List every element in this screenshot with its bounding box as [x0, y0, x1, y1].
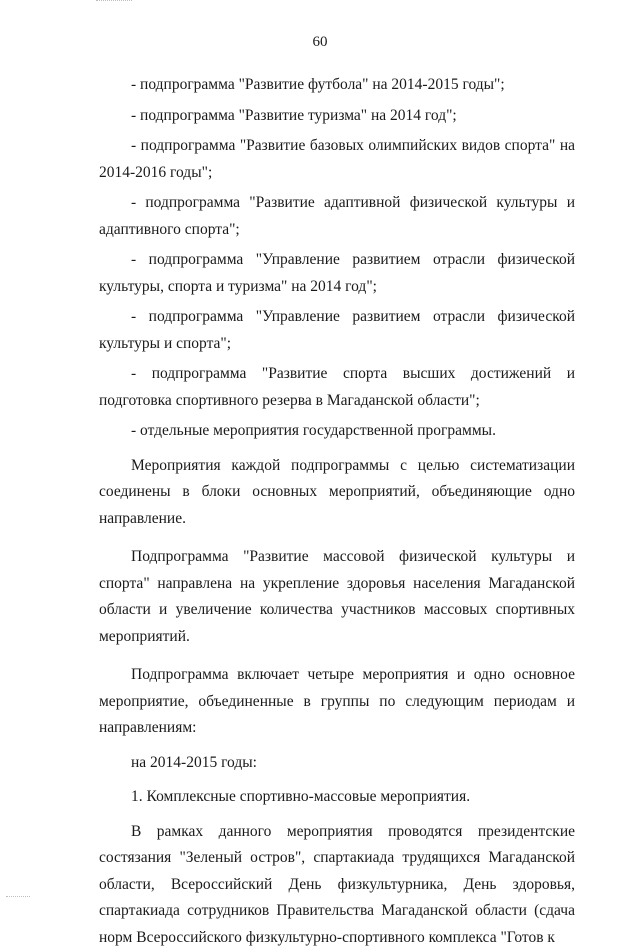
section-heading: 1. Комплексные спортивно-массовые мероприятия.: [99, 784, 575, 811]
list-item: - подпрограмма "Развитие базовых олимпийских видов спорта" на 2014-2016 годы";: [99, 133, 575, 186]
paragraph: В рамках данного мероприятия проводятся президентские состязания "Зеленый остров", спартакиада трудящихся Магаданской области, Всероссийский День физкультурника, День здоровья, спартакиада сотрудников Правительства Магаданской области (сдача норм Всероссийского физкультурно-спортивного комплекса "Готов к: [99, 819, 575, 951]
page-number: 60: [0, 33, 640, 51]
paragraph: Подпрограмма включает четыре мероприятия и одно основное мероприятие, объединенные в группы по следующим периодам и направлениям:: [99, 662, 575, 742]
list-item: - подпрограмма "Развитие адаптивной физической культуры и адаптивного спорта";: [99, 190, 575, 243]
list-item: - подпрограмма "Управление развитием отрасли физической культуры и спорта";: [99, 304, 575, 357]
paragraph: на 2014-2015 годы:: [99, 750, 575, 777]
list-item: - подпрограмма "Развитие футбола" на 2014-2015 годы";: [99, 72, 575, 99]
document-body: [99, 72, 575, 951]
paragraph: Мероприятия каждой подпрограммы с целью систематизации соединены в блоки основных мероприятий, объединяющие одно направление.: [99, 453, 575, 533]
scan-artifact: [6, 896, 30, 899]
paragraph: Подпрограмма "Развитие массовой физической культуры и спорта" направлена на укрепление здоровья населения Магаданской области и увеличение количества участников массовых спортивных мероприятий.: [99, 544, 575, 650]
list-item: - подпрограмма "Управление развитием отрасли физической культуры, спорта и туризма" на 2014 год";: [99, 247, 575, 300]
scan-artifact: [96, 0, 132, 4]
list-item: - подпрограмма "Развитие туризма" на 2014 год";: [99, 103, 575, 130]
list-item: - отдельные мероприятия государственной программы.: [99, 418, 575, 445]
list-item: - подпрограмма "Развитие спорта высших достижений и подготовка спортивного резерва в Магаданской области";: [99, 361, 575, 414]
